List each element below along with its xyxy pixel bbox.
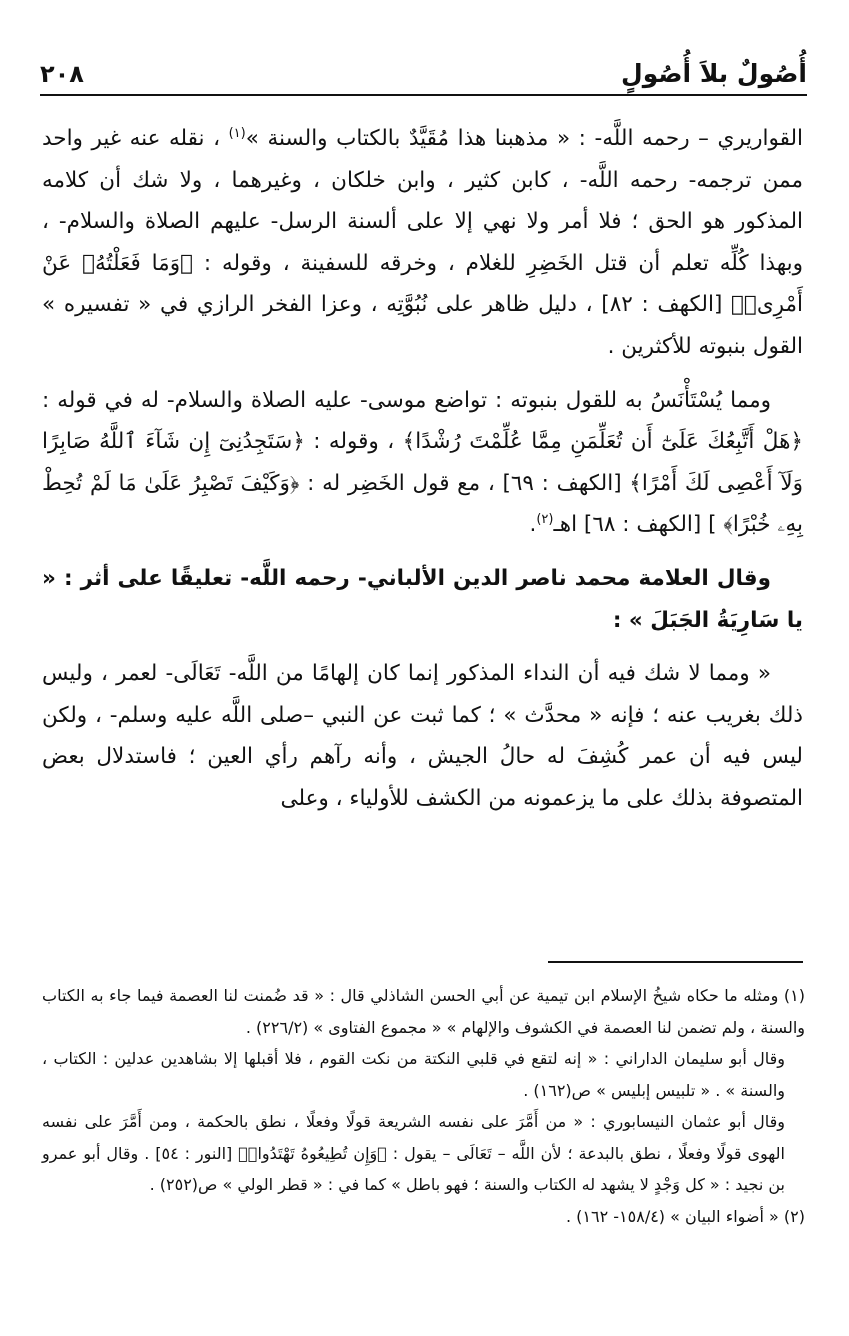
running-head bbox=[40, 52, 807, 96]
paragraph-text: ومما يُسْتَأْنَسُ به للقول بنبوته : تواضع موسى- عليه الصلاة والسلام- له في قوله : ﴿هَلْ أَتَّبِعُكَ عَلَىٰٓ أَن تُعَلِّمَنِ مِمَّا عُلِّمْتَ رُشْدًا﴾ ، وقوله : ﴿سَتَجِدُنِىٓ إِن شَآءَ ٱللَّهُ صَابِرًا وَلَآ أَعْصِى لَكَ أَمْرًا﴾ [الكهف : ٦٩] ، مع قول الخَضِر له : ﴿وَكَيْفَ تَصْبِرُ عَلَىٰ مَا لَمْ تُحِطْ بِهِۦ خُبْرًا﴾ ] [الكهف : ٦٨] اهـ bbox=[42, 387, 803, 538]
footnote-ref: (٢) bbox=[536, 512, 554, 528]
footnote-ref: (١) bbox=[228, 125, 246, 141]
page-number: ٢٠٨ bbox=[40, 60, 84, 88]
main-text bbox=[42, 118, 803, 820]
footnote: (١) ومثله ما حكاه شيخُ الإسلام ابن تيمية عن أبي الحسن الشاذلي قال : « قد ضُمنت لنا العصمة فيما جاء به الكتاب والسنة ، ولم تضمن لنا العصمة في الكشوف والإلهام » « مجموع الفتاوى » (٢٢٦/٢) . bbox=[42, 986, 805, 1037]
paragraph: وقال العلامة محمد ناصر الدين الألباني- رحمه اللَّه- تعليقًا على أثر : « يا سَارِيَةُ الجَبَلَ » : bbox=[42, 565, 803, 633]
paragraph-text: ، نقله عنه غير واحد ممن ترجمه- رحمه اللَّه- ، كابن كثير ، وابن خلكان ، وغيرهما ، ولا شك أن كلامه المذكور هو الحق ؛ فلا أمر ولا نهي إلا على ألسنة الرسل- عليهم الصلاة والسلام- ، وبهذا كُلِّه تعلم أن قتل الخَضِرِ للغلام ، وخرقه للسفينة ، وقوله : ﴿وَمَا فَعَلْتُهُۥ عَنْ أَمْرِىۚ﴾ [الكهف : ٨٢] ، دليل ظاهر على نُبُوَّتِه ، وعزا الفخر الرازي في « تفسيره » القول بنبوته للأكثرين . bbox=[42, 126, 804, 359]
book-title: أُصُولٌ بلاَ أُصُولٍ bbox=[621, 59, 807, 88]
paragraph: « ومما لا شك فيه أن النداء المذكور إنما كان إلهامًا من اللَّه- تَعَالَى- لعمر ، وليس ذلك بغريب عنه ؛ فإنه « محدَّث » ؛ كما ثبت عن النبي –صلى اللَّه عليه وسلم- ، ولكن ليس فيه أن عمر كُشِفَ له حالُ الجيش ، وأنه رآهم رأي العين ؛ فاستدلال بعض المتصوفة بذلك على ما يزعمونه من الكشف للأولياء ، وعلى bbox=[42, 661, 803, 811]
footnotes bbox=[42, 980, 805, 1232]
footnote: وقال أبو سليمان الداراني : « إنه لتقع في قلبي النكتة من نكت القوم ، فلا أقبلها إلا بشاهدين عدلين : الكتاب ، والسنة » . « تلبيس إبليس » ص(١٦٢) . bbox=[42, 1049, 785, 1100]
footnote: وقال أبو عثمان النيسابوري : « من أَمَّرَ على نفسه الشريعة قولًا وفعلًا ، نطق بالحكمة ، ومن أَمَّرَ على نفسه الهوى قولًا وفعلًا ، نطق بالبدعة ؛ لأن اللَّه – تَعَالَى – يقول : ﴿وَإِن تُطِيعُوهُ تَهْتَدُوا۟﴾ [النور : ٥٤] . وقال أبو عمرو بن نجيد : « كل وَجْدٍ لا يشهد له الكتاب والسنة ؛ فهو باطل » كما في : « قطر الولي » ص(٢٥٢) . bbox=[42, 1112, 785, 1194]
paragraph bbox=[42, 380, 803, 546]
paragraph-text: . bbox=[529, 512, 537, 538]
paragraph-text: القواريري – رحمه اللَّه- : « مذهبنا هذا مُقَيَّدٌ بالكتاب والسنة » bbox=[245, 126, 803, 151]
paragraph bbox=[42, 118, 803, 368]
footnote-separator bbox=[548, 961, 803, 963]
footnote: (٢) « أضواء البيان » (١٥٨/٤- ١٦٢) . bbox=[565, 1206, 805, 1226]
